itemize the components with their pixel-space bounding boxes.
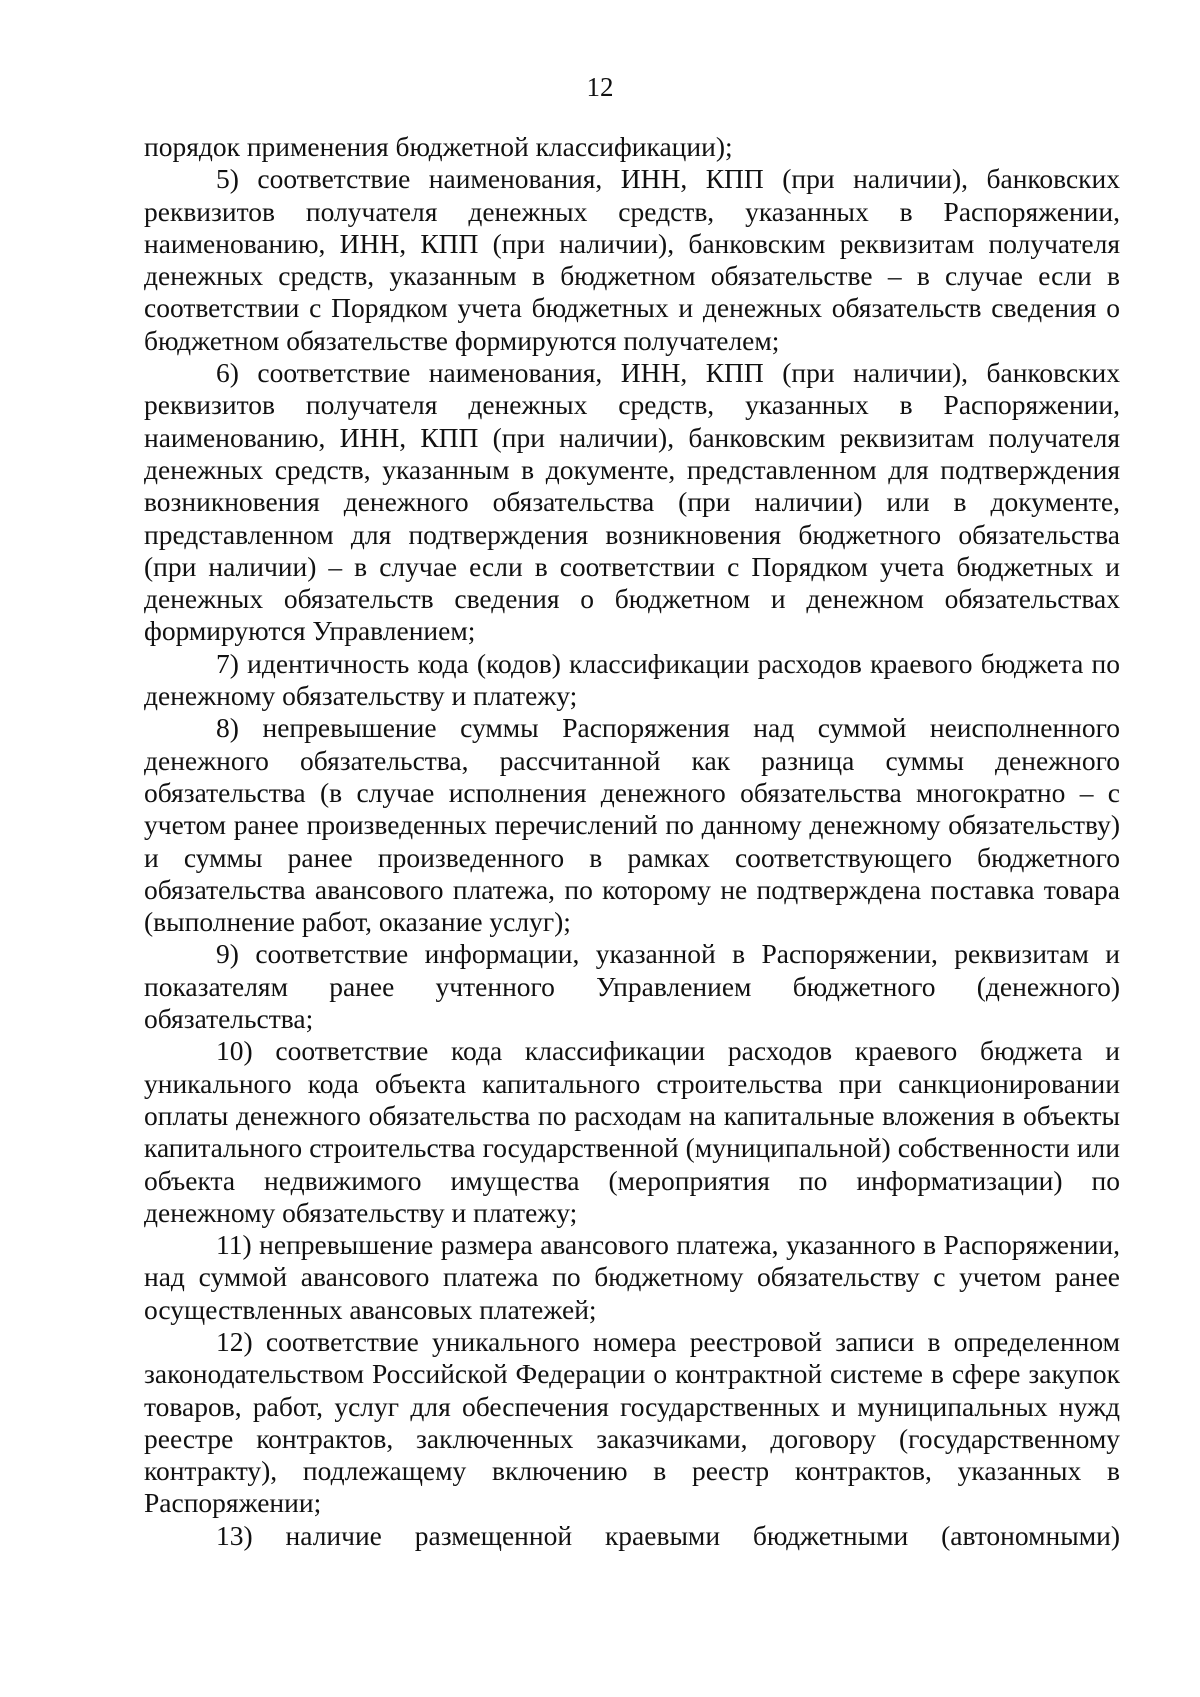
- page-number: 12: [586, 72, 614, 102]
- paragraph-item-6: 6) соответствие наименования, ИНН, КПП (при наличии), банковских реквизитов получателя денежных средств, указанных в Распоряжении, наименованию, ИНН, КПП (при наличии), банковским реквизитам получателя денежных средств, указанным в документе, представленном для подтверждения возникновения денежного обязательства (при наличии) или в документе, представленном для подтверждения возникновения бюджетного обязательства (при наличии) – в случае если в соответствии с Порядком учета бюджетных и денежных обязательств сведения о бюджетном и денежном обязательствах формируются Управлением;: [144, 357, 1120, 647]
- document-body: [144, 131, 1120, 1552]
- paragraph-item-11: 11) непревышение размера авансового платежа, указанного в Распоряжении, над суммой авансового платежа по бюджетному обязательству с учетом ранее осуществленных авансовых платежей;: [144, 1229, 1120, 1325]
- paragraph-item-5: 5) соответствие наименования, ИНН, КПП (при наличии), банковских реквизитов получателя денежных средств, указанных в Распоряжении, наименованию, ИНН, КПП (при наличии), банковским реквизитам получателя денежных средств, указанным в бюджетном обязательстве – в случае если в соответствии с Порядком учета бюджетных и денежных обязательств сведения о бюджетном обязательстве формируются получателем;: [144, 163, 1120, 356]
- paragraph-item-13: 13) наличие размещенной краевыми бюджетными (автономными): [216, 1519, 1120, 1551]
- paragraph-item-9: 9) соответствие информации, указанной в Распоряжении, реквизитам и показателям ранее учтенного Управлением бюджетного (денежного) обязательства;: [144, 938, 1120, 1035]
- paragraph-item-8: 8) непревышение суммы Распоряжения над суммой неисполненного денежного обязательства, рассчитанной как разница суммы денежного обязательства (в случае исполнения денежного обязательства многократно – с учетом ранее произведенных перечислений по данному денежному обязательству) и суммы ранее произведенного в рамках соответствующего бюджетного обязательства авансового платежа, по которому не подтверждена поставка товара (выполнение работ, оказание услуг);: [144, 712, 1120, 938]
- paragraph-continuation: порядок применения бюджетной классификации);: [144, 131, 733, 162]
- paragraph-item-10: 10) соответствие кода классификации расходов краевого бюджета и уникального кода объекта капитального строительства при санкционировании оплаты денежного обязательства по расходам на капитальные вложения в объекты капитального строительства государственной (муниципальной) собственности или объекта недвижимого имущества (мероприятия по информатизации) по денежному обязательству и платежу;: [144, 1035, 1120, 1228]
- paragraph-item-12: 12) соответствие уникального номера реестровой записи в определенном законодательством Российской Федерации о контрактной системе в сфере закупок товаров, работ, услуг для обеспечения государственных и муниципальных нужд реестре контрактов, заключенных заказчиками, договору (государственному контракту), подлежащему включению в реестр контрактов, указанных в Распоряжении;: [144, 1325, 1120, 1519]
- paragraph-item-7: 7) идентичность кода (кодов) классификации расходов краевого бюджета по денежному обязательству и платежу;: [144, 647, 1120, 712]
